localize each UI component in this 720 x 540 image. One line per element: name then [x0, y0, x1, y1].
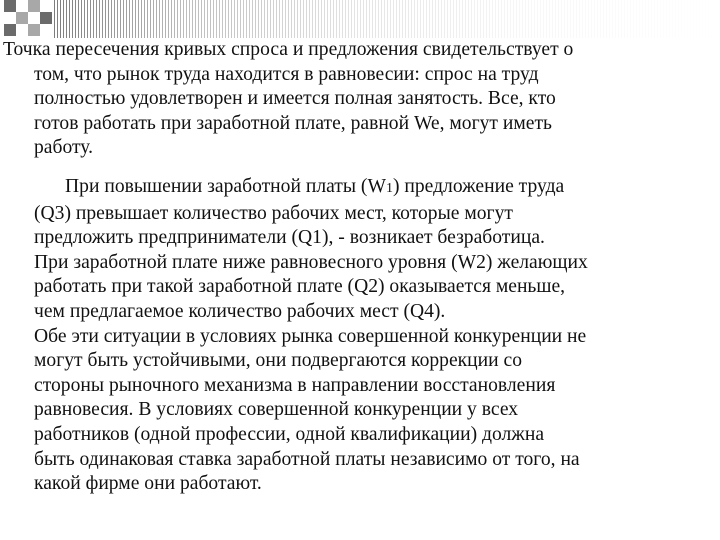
decor-square	[28, 24, 40, 36]
decor-square	[16, 12, 28, 24]
text-line	[34, 175, 588, 202]
text-line: чем предлагаемое количество рабочих мест (Q4).	[34, 300, 446, 322]
text-line: работников (одной профессии, одной квалификации) должна	[34, 423, 545, 445]
text-line: работать при такой заработной плате (Q2) оказывается меньше,	[34, 276, 566, 298]
text-line: готов работать при заработной плате, равной We, могут иметь	[34, 112, 552, 134]
text-line: стороны рыночного механизма в направлении восстановления	[34, 374, 556, 396]
text-fragment: ) предложение труда	[392, 176, 565, 197]
text-line: какой фирме они работают.	[34, 473, 262, 495]
text-line: работу.	[34, 137, 94, 159]
text-line: При заработной плате ниже равновесного уровня (W2) желающих	[34, 251, 588, 273]
text-line: могут быть устойчивыми, они подвергаются коррекции со	[34, 350, 523, 372]
decor-square	[28, 0, 40, 12]
decor-gradient-band	[54, 0, 720, 38]
paragraph-equilibrium	[3, 38, 573, 161]
decor-square	[4, 24, 16, 36]
text-line: том, что рынок труда находится в равновесии: спрос на труд	[34, 63, 539, 85]
paragraph-disequilibrium	[34, 175, 588, 497]
text-line: Обе эти ситуации в условиях рынка совершенной конкуренции не	[34, 325, 587, 347]
decor-square	[40, 12, 52, 24]
text-line: быть одинаковая ставка заработной платы независимо от того, на	[34, 448, 580, 470]
header-decoration	[0, 0, 720, 38]
subscript: 1	[385, 181, 393, 196]
text-line: (Q3) превышает количество рабочих мест, которые могут	[34, 202, 513, 224]
text-line: полностью удовлетворен и имеется полная занятость. Все, кто	[34, 88, 556, 110]
decor-square	[4, 0, 16, 12]
text-line: равновесия. В условиях совершенной конкуренции у всех	[34, 399, 519, 421]
text-fragment: При повышении заработной платы (W	[65, 176, 386, 197]
text-line: Точка пересечения кривых спроса и предложения свидетельствует о	[3, 39, 574, 60]
text-line: предложить предприниматели (Q1), - возникает безработица.	[34, 227, 545, 249]
